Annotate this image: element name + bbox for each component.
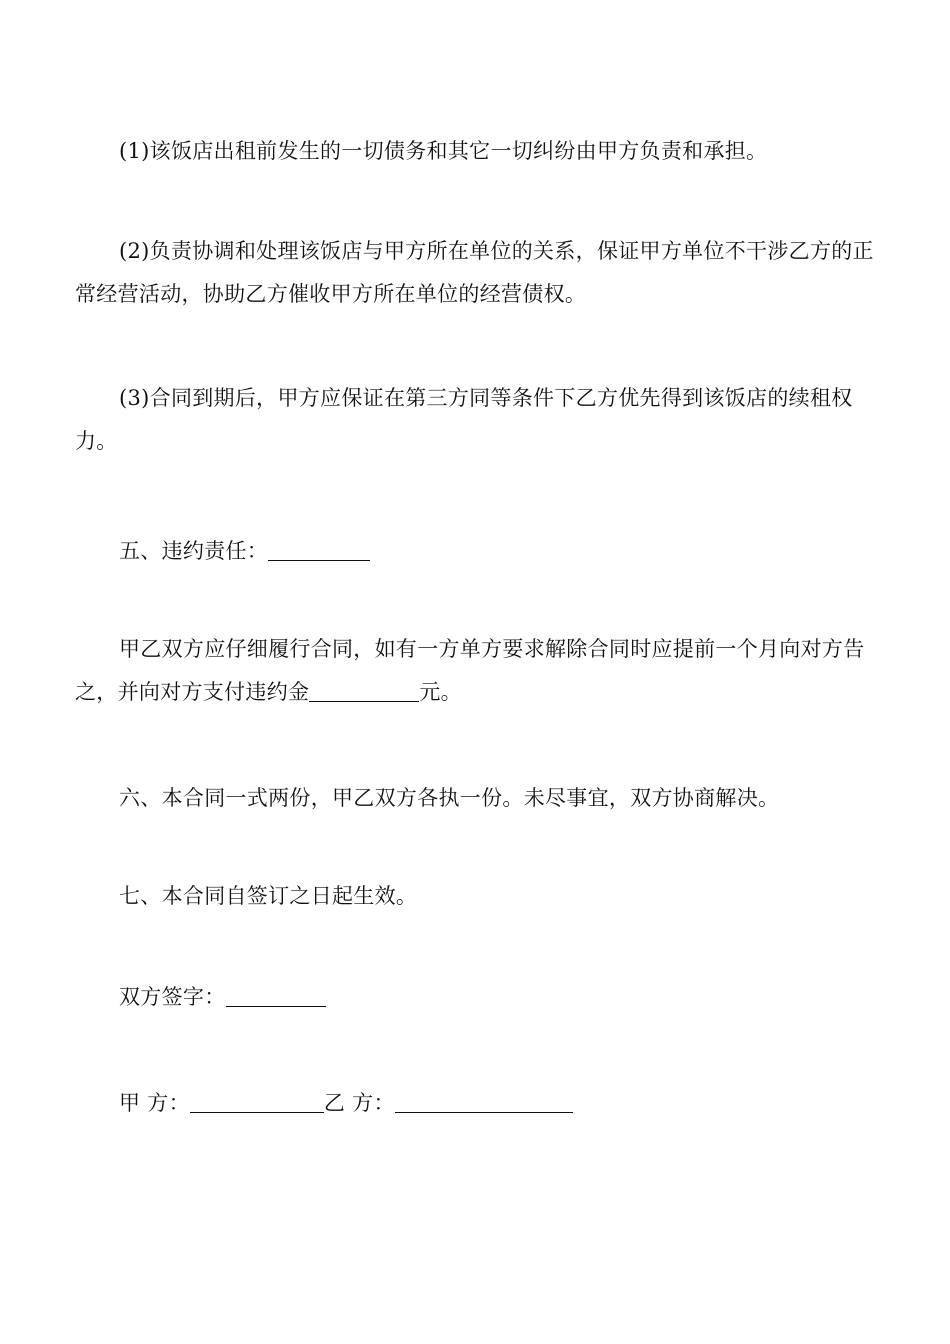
clause-1-text: (1)该饭店出租前发生的一切债务和其它一切纠纷由甲方负责和承担。 bbox=[119, 139, 768, 163]
party-signature-line bbox=[119, 1082, 573, 1125]
signatures-heading-text: 双方签字： bbox=[119, 985, 226, 1009]
section-5-heading bbox=[119, 530, 370, 573]
clause-2 bbox=[75, 230, 880, 316]
party-a-label: 甲 方： bbox=[119, 1091, 190, 1115]
clause-1 bbox=[75, 130, 880, 173]
clause-3 bbox=[75, 377, 880, 463]
penalty-clause-text: 甲乙双方应仔细履行合同，如有一方单方要求解除合同时应提前一个月向对方告之，并向对方支付违约金 bbox=[75, 637, 865, 704]
section-5-heading-text: 五、违约责任： bbox=[119, 539, 269, 563]
clause-2-text: (2)负责协调和处理该饭店与甲方所在单位的关系，保证甲方单位不干涉乙方的正常经营活动，协助乙方催收甲方所在单位的经营债权。 bbox=[75, 239, 874, 306]
penalty-amount-blank bbox=[309, 700, 419, 702]
liability-blank bbox=[268, 559, 370, 561]
penalty-clause bbox=[75, 628, 880, 714]
party-b-label: 乙 方： bbox=[323, 1091, 395, 1115]
clause-3-text: (3)合同到期后，甲方应保证在第三方同等条件下乙方优先得到该饭店的续租权力。 bbox=[75, 386, 853, 453]
section-7-text: 七、本合同自签订之日起生效。 bbox=[119, 884, 418, 908]
section-6 bbox=[119, 777, 779, 820]
section-6-text: 六、本合同一式两份，甲乙双方各执一份。未尽事宜，双方协商解决。 bbox=[119, 786, 780, 810]
signatures-blank bbox=[226, 1005, 326, 1007]
penalty-clause-unit: 元。 bbox=[419, 680, 462, 704]
signatures-heading bbox=[119, 976, 326, 1019]
section-7 bbox=[119, 875, 417, 918]
party-b-blank bbox=[395, 1111, 573, 1113]
party-a-blank bbox=[190, 1111, 324, 1113]
